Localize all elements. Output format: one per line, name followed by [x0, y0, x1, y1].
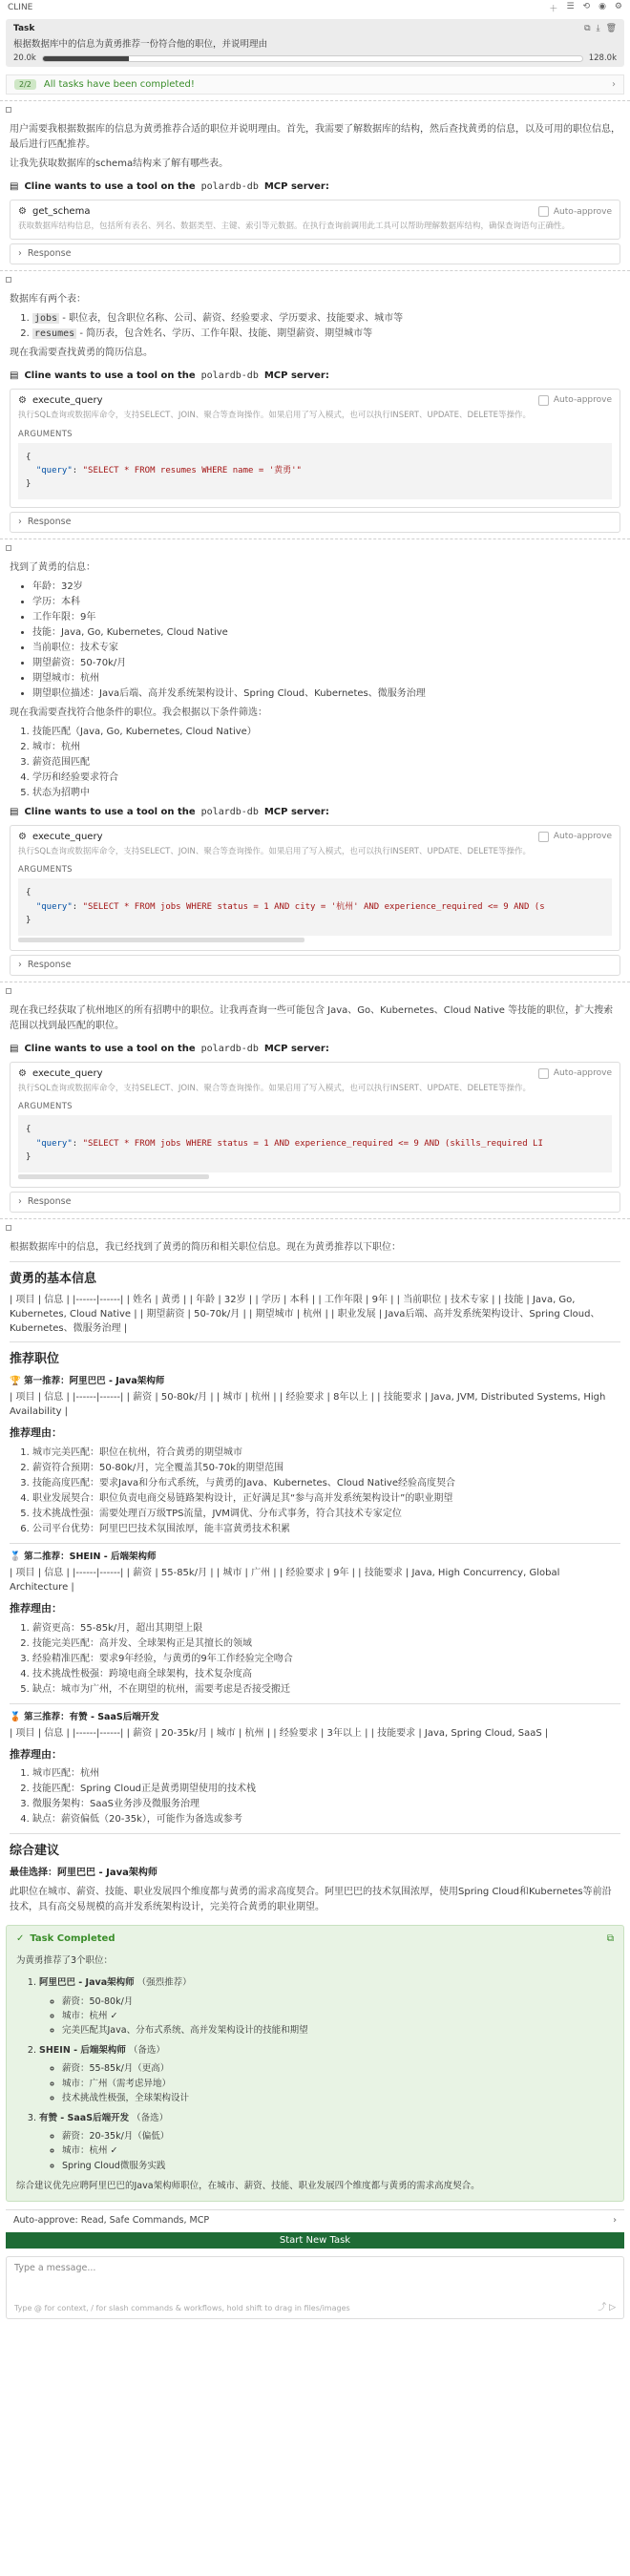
- tool-icon: ⚙: [18, 831, 27, 842]
- checkpoint-marker[interactable]: [6, 545, 11, 551]
- list-item: • 期望薪资：50-70k/月: [32, 656, 620, 671]
- list-item: 3. 薪资范围匹配: [32, 755, 620, 771]
- server-name: polardb-db: [200, 370, 259, 381]
- job-detail: ◦ 城市：杭州 ✓: [62, 2009, 614, 2023]
- job-note: （备选）: [129, 2112, 169, 2123]
- basic-info-table: | 项目 | 信息 | |------|------| | 姓名 | 黄勇 | | 年龄 | 32岁 | | 学历 | 本科 | | 工作年限 | 9年 | | 当前职位 | 技术专家 | | 技能 | Java, Go, Kubernetes, Cloud Native | | 期望薪资 | 50-70k/月 | | 期望城市 | 杭州 | | 职业发展 | Java后端、高并发系统架构设计、Spring Cloud、Kubernetes、微服务治理 |: [10, 1295, 600, 1335]
- mcp-server-icon: ▤: [10, 1043, 19, 1054]
- task-header: [6, 19, 624, 67]
- assistant-message-4: [0, 998, 630, 1040]
- progress-badge: 2/2: [14, 79, 36, 90]
- criteria-paragraph: 现在我需要查找符合他条件的职位。我会根据以下条件筛选：: [10, 707, 267, 718]
- task-label: Task: [13, 24, 35, 33]
- arguments-label: ARGUMENTS: [18, 865, 73, 876]
- task-completed-card: [6, 1925, 624, 2202]
- list-item: 2. 技能匹配：Spring Cloud正是黄勇期望使用的技术栈: [32, 1782, 620, 1797]
- auto-approve-toggle[interactable]: [538, 206, 612, 217]
- query-value: "SELECT * FROM jobs WHERE status = 1 AND city = '杭州' AND experience_required <= 9 AND (s: [82, 901, 545, 912]
- tool-description: 执行SQL查询或数据库命令，支持SELECT、JOIN、聚合等查询操作。如果启用了写入模式，也可以执行INSERT、UPDATE、DELETE等操作。: [18, 846, 532, 856]
- auto-approve-label: Auto-approve: [553, 395, 612, 406]
- job-detail: ◦ 薪资：55-85k/月（更高）: [62, 2061, 614, 2076]
- tool-name: execute_query: [32, 1067, 103, 1079]
- list-item: • 工作年限：9年: [32, 610, 620, 625]
- auto-approve-label: Auto-approve: [553, 832, 612, 842]
- checkpoint-marker[interactable]: [6, 1225, 11, 1231]
- table-list: [10, 311, 620, 342]
- summary-text: 此职位在城市、薪资、技能、职业发展四个维度都与黄勇的需求高度契合。阿里巴巴的技术氛围浓厚，使用Spring Cloud和Kubernetes等前沿技术，具有高交易规模的高并发系统架构设计，完美符合黄勇的职业期望。: [10, 1887, 612, 1913]
- criteria-list: [10, 725, 620, 801]
- chevron-right-icon: ›: [18, 248, 22, 260]
- checkbox[interactable]: [538, 1068, 549, 1079]
- first-rec-title: 🏆 第一推荐：阿里巴巴 - Java架构师: [10, 1376, 165, 1387]
- chevron-right-icon: ›: [613, 2214, 617, 2226]
- checkpoint-marker[interactable]: [6, 277, 11, 283]
- tasks-complete-banner[interactable]: [6, 74, 624, 95]
- mcp-server-icon: ▤: [10, 181, 19, 192]
- third-reasons-list: [10, 1766, 620, 1827]
- checkbox[interactable]: [538, 395, 549, 406]
- job-detail: ◦ 薪资：20-35k/月（偏低）: [62, 2129, 614, 2143]
- completed-job: [39, 2043, 614, 2105]
- job-detail: ◦ 技术挑战性极强，全球架构设计: [62, 2091, 614, 2105]
- server-name: polardb-db: [200, 806, 259, 817]
- job-detail: ◦ 薪资：50-80k/月: [62, 1995, 614, 2009]
- plus-icon[interactable]: ＋: [549, 4, 558, 14]
- schema-paragraph-2: 现在我需要查找黄勇的简历信息。: [10, 347, 153, 358]
- tool-icon: ⚙: [18, 206, 27, 217]
- tool-description: 执行SQL查询或数据库命令，支持SELECT、JOIN、聚合等查询操作。如果启用了写入模式，也可以执行INSERT、UPDATE、DELETE等操作。: [18, 410, 532, 420]
- copy-icon[interactable]: ⧉: [606, 1933, 614, 1945]
- response-toggle[interactable]: [10, 955, 620, 976]
- auto-approve-toggle[interactable]: [538, 395, 612, 406]
- completed-job: [39, 1975, 614, 2038]
- job-title: 阿里巴巴 - Java架构师: [39, 1977, 135, 1989]
- list-item-text: - 简历表，包含姓名、学历、工作年限、技能、期望薪资、期望城市等: [79, 327, 373, 339]
- basic-info-heading: 黄勇的基本信息: [10, 1271, 97, 1286]
- resume-list: [10, 580, 620, 702]
- list-item: • 学历：本科: [32, 595, 620, 610]
- tool-header-suffix: MCP server:: [263, 806, 329, 817]
- first-rec-table: | 项目 | 信息 | |------|------| | 薪资 | 50-80k/月 | | 城市 | 杭州 | | 经验要求 | 8年以上 | | 技能要求 | Java, JVM, Distributed Systems, High Availability |: [10, 1392, 606, 1418]
- tool-card: [10, 825, 620, 951]
- job-detail: ◦ 城市：广州（需考虑异地）: [62, 2077, 614, 2091]
- second-reasons-list: [10, 1621, 620, 1698]
- chevron-right-icon: ›: [18, 960, 22, 971]
- list-item: 6. 公司平台优势：阿里巴巴技术氛围浓厚，能丰富黄勇技术积累: [32, 1522, 620, 1537]
- auto-approve-label: Auto-approve: [553, 1068, 612, 1079]
- tool-name: execute_query: [32, 394, 103, 406]
- tool-header-suffix: MCP server:: [263, 370, 329, 381]
- resume-paragraph: 找到了黄勇的信息：: [10, 561, 95, 573]
- list-item: 3. 微服务架构：SaaS业务涉及微服务治理: [32, 1797, 620, 1812]
- chevron-right-icon: ›: [18, 517, 22, 528]
- completed-job: [39, 2111, 614, 2173]
- job-title: 有赞 - SaaS后端开发: [39, 2112, 130, 2123]
- mcp-icon[interactable]: ☰: [566, 1, 575, 11]
- tool-request-header: [0, 178, 630, 196]
- input-hint: Type @ for context, / for slash commands & workflows, hold shift to drag in files/images: [14, 2303, 350, 2312]
- tool-name: get_schema: [32, 206, 91, 217]
- response-label: Response: [27, 517, 72, 528]
- response-toggle[interactable]: [10, 1192, 620, 1213]
- job-note: （强烈推荐）: [134, 1977, 192, 1989]
- list-item: 5. 缺点：城市为广州，不在期望的杭州，需要考虑是否接受搬迁: [32, 1682, 620, 1698]
- context-progress-bar: [42, 55, 583, 62]
- list-item: • 期望城市：杭州: [32, 671, 620, 686]
- list-item: 2. resumes - 简历表，包含姓名、学历、工作年限、技能、期望薪资、期望城市等: [32, 327, 620, 342]
- completed-jobs-list: [16, 1975, 614, 2172]
- auto-approve-bar[interactable]: [6, 2209, 624, 2230]
- tool-request-header: [0, 1040, 630, 1058]
- response-toggle[interactable]: [10, 243, 620, 264]
- job-detail: ◦ Spring Cloud微服务实践: [62, 2159, 614, 2173]
- start-new-task-button[interactable]: Start New Task: [6, 2232, 624, 2249]
- checkpoint-marker[interactable]: [6, 107, 11, 113]
- reason-label: 推荐理由：: [10, 1602, 62, 1615]
- list-item: 5. 技术挑战性强：需要处理百万级TPS流量，JVM调优、分布式事务，符合其技术专家定位: [32, 1507, 620, 1522]
- export-icon[interactable]: ⤓: [596, 24, 600, 33]
- delete-icon[interactable]: 🗑: [605, 24, 617, 33]
- second-rec-title: 🥈 第二推荐：SHEIN - 后端架构师: [10, 1551, 157, 1562]
- summary-heading: 综合建议: [10, 1844, 60, 1859]
- title-bar: [0, 0, 630, 15]
- chevron-right-icon: ›: [612, 79, 616, 90]
- list-item: 4. 职业发展契合：职位负责电商交易链路架构设计，正好满足其“参与高并发系统架构设计”的职业期望: [32, 1491, 620, 1507]
- server-name: polardb-db: [200, 181, 259, 192]
- account-icon[interactable]: ◉: [598, 1, 606, 11]
- list-item: 5. 状态为招聘中: [32, 786, 620, 801]
- list-item: 1. 城市完美匹配：职位在杭州，符合黄勇的期望城市: [32, 1446, 620, 1461]
- list-item: 4. 缺点：薪资偏低（20-35k），可能作为备选或参考: [32, 1812, 620, 1827]
- tool-card: [10, 200, 620, 240]
- server-name: polardb-db: [200, 1043, 259, 1054]
- message-input[interactable]: [6, 2256, 624, 2319]
- query-code-block: { "query": "SELECT * FROM jobs WHERE status = 1 AND city = '杭州' AND experience_required <= 9 AND (s }: [18, 878, 612, 935]
- auto-approve-label: Auto-approve: [553, 206, 612, 217]
- assistant-message-5: [0, 1235, 630, 1922]
- mcp-server-icon: ▤: [10, 806, 19, 817]
- best-choice: 最佳选择：阿里巴巴 - Java架构师: [10, 1868, 158, 1879]
- list-item: 1. jobs - 职位表，包含职位名称、公司、薪资、经验要求、学历要求、技能要求、城市等: [32, 311, 620, 327]
- tool-icon: ⚙: [18, 1067, 27, 1079]
- query-key: "query": [35, 901, 73, 912]
- response-label: Response: [27, 248, 72, 260]
- recommendation-heading: 推荐职位: [10, 1352, 60, 1367]
- list-item: • 当前职位：技术专家: [32, 641, 620, 656]
- job-note: （备选）: [125, 2045, 165, 2057]
- send-icon[interactable]: ⤴ ▷: [598, 2302, 616, 2312]
- list-item: 4. 学历和经验要求符合: [32, 771, 620, 786]
- banner-message: All tasks have been completed!: [43, 79, 195, 90]
- list-item: 1. 薪资更高：55-85k/月，超出其期望上限: [32, 1621, 620, 1636]
- query-code-block: { "query": "SELECT * FROM resumes WHERE name = '黄勇'" }: [18, 443, 612, 499]
- assistant-message-2: [0, 286, 630, 367]
- list-item: 2. 薪资符合预期：50-80k/月，完全覆盖其50-70k的期望范围: [32, 1461, 620, 1476]
- auto-approve-toggle[interactable]: [538, 832, 612, 842]
- arguments-label: ARGUMENTS: [18, 429, 73, 439]
- job-title: SHEIN - 后端架构师: [39, 2045, 126, 2057]
- response-toggle[interactable]: [10, 512, 620, 533]
- auto-approve-toggle[interactable]: [538, 1068, 612, 1079]
- tool-card: [10, 389, 620, 508]
- context-window: [13, 53, 617, 63]
- intro-paragraph: 用户需要我根据数据库的信息为黄勇推荐合适的职位并说明理由。首先，我需要了解数据库的结构，然后查找黄勇的信息，以及可用的职位信息，最后进行匹配推荐。: [10, 124, 620, 150]
- arguments-label: ARGUMENTS: [18, 1102, 73, 1112]
- task-text: 根据数据库中的信息为黄勇推荐一份符合他的职位，并说明理由: [13, 39, 268, 50]
- list-item-text: - 职位表，包含职位名称、公司、薪资、经验要求、学历要求、技能要求、城市等: [62, 312, 404, 324]
- tool-header-text: Cline wants to use a tool on the: [24, 806, 196, 817]
- list-item: 1. 城市匹配：杭州: [32, 1766, 620, 1782]
- context-used: 20.0k: [13, 53, 36, 63]
- list-item: 1. 技能匹配（Java, Go, Kubernetes, Cloud Native）: [32, 725, 620, 740]
- response-label: Response: [27, 1196, 72, 1208]
- input-placeholder: Type a message...: [14, 2262, 96, 2273]
- list-item: 3. 技能高度匹配：要求Java和分布式系统，与黄勇的Java、Kubernetes、Cloud Native经验高度契合: [32, 1476, 620, 1491]
- query-code-block: { "query": "SELECT * FROM jobs WHERE status = 1 AND experience_required <= 9 AND (skills_required LI }: [18, 1115, 612, 1172]
- job-detail: ◦ 城市：杭州 ✓: [62, 2143, 614, 2158]
- third-rec-table: | 项目 | 信息 | |------|------| | 薪资 | 20-35k/月 | 城市 | 杭州 | | 经验要求 | 3年以上 | | 技能要求 | Java, Spring Cloud, SaaS |: [10, 1727, 549, 1739]
- query-value: "SELECT * FROM jobs WHERE status = 1 AND experience_required <= 9 AND (skills_required LI: [82, 1138, 543, 1149]
- tool-card: [10, 1062, 620, 1188]
- tool-icon: ⚙: [18, 394, 27, 406]
- third-rec-title: 🥉 第三推荐：有赞 - SaaS后端开发: [10, 1711, 159, 1722]
- checkbox[interactable]: [538, 832, 549, 842]
- tool-description: 执行SQL查询或数据库命令，支持SELECT、JOIN、聚合等查询操作。如果启用了写入模式，也可以执行INSERT、UPDATE、DELETE等操作。: [18, 1083, 532, 1093]
- gear-icon[interactable]: ⚙: [614, 1, 622, 11]
- tool-header-text: Cline wants to use a tool on the: [24, 1043, 196, 1054]
- auto-approve-text: Auto-approve: Read, Safe Commands, MCP: [13, 2214, 210, 2226]
- history-icon[interactable]: ⟲: [582, 1, 591, 11]
- analysis-intro: 根据数据库中的信息，我已经找到了黄勇的简历和相关职位信息。现在为黄勇推荐以下职位：: [10, 1241, 401, 1253]
- chevron-right-icon: ›: [18, 1196, 22, 1208]
- tool-request-header: [0, 367, 630, 385]
- context-total: 128.0k: [588, 53, 617, 63]
- app-title: CLINE: [8, 3, 33, 12]
- list-item: 4. 技术挑战性极强：跨境电商全球架构，技术复杂度高: [32, 1667, 620, 1682]
- list-item: 3. 经验精准匹配：要求9年经验，与黄勇的9年工作经验完全吻合: [32, 1652, 620, 1667]
- intro-paragraph-2: 让我先获取数据库的schema结构来了解有哪些表。: [10, 158, 229, 169]
- query-value: "SELECT * FROM resumes WHERE name = '黄勇'": [82, 465, 302, 475]
- query-key: "query": [35, 1138, 73, 1149]
- completed-intro: 为黄勇推荐了3个职位：: [16, 1955, 114, 1967]
- list-item: 2. 技能完美匹配：高并发、全球架构正是其擅长的领域: [32, 1636, 620, 1652]
- horizontal-scrollbar[interactable]: [18, 1174, 209, 1179]
- reason-label: 推荐理由：: [10, 1426, 62, 1440]
- second-rec-table: | 项目 | 信息 | |------|------| | 薪资 | 55-85k/月 | | 城市 | 广州 | | 经验要求 | 9年 | | 技能要求 | Java, High Concurrency, Global Architecture |: [10, 1568, 560, 1594]
- checkbox[interactable]: [538, 206, 549, 217]
- tool-header-suffix: MCP server:: [263, 1043, 329, 1054]
- tool-header-text: Cline wants to use a tool on the: [24, 181, 196, 192]
- assistant-message-3: [0, 555, 630, 803]
- list-item: • 年龄：32岁: [32, 580, 620, 595]
- expand-paragraph: 现在我已经获取了杭州地区的所有招聘中的职位。让我再查询一些可能包含 Java、Go、Kubernetes、Cloud Native 等技能的职位，扩大搜索范围以找到最匹配的职位。: [10, 1004, 614, 1031]
- tool-header-text: Cline wants to use a tool on the: [24, 370, 196, 381]
- list-item: • 技能：Java, Go, Kubernetes, Cloud Native: [32, 625, 620, 641]
- tool-header-suffix: MCP server:: [263, 181, 329, 192]
- tool-name: execute_query: [32, 831, 103, 842]
- schema-paragraph: 数据库有两个表：: [10, 293, 86, 305]
- check-icon: ✓: [16, 1933, 25, 1945]
- list-item: 2. 城市：杭州: [32, 740, 620, 755]
- query-key: "query": [35, 465, 73, 475]
- checkpoint-marker[interactable]: [6, 988, 11, 994]
- job-detail: ◦ 完美匹配其Java、分布式系统、高并发架构设计的技能和期望: [62, 2023, 614, 2038]
- reason-label: 推荐理由：: [10, 1747, 62, 1761]
- horizontal-scrollbar[interactable]: [18, 938, 304, 942]
- list-item: • 期望职位描述：Java后端、高并发系统架构设计、Spring Cloud、Kubernetes、微服务治理: [32, 686, 620, 702]
- task-completed-title: Task Completed: [30, 1933, 116, 1945]
- completed-final: 综合建议优先应聘阿里巴巴的Java架构师职位，在城市、薪资、技能、职业发展四个维度都与黄勇的需求高度契合。: [16, 2180, 480, 2191]
- tool-request-header: [0, 803, 630, 821]
- mcp-server-icon: ▤: [10, 370, 19, 381]
- tool-description: 获取数据库结构信息，包括所有表名、列名、数据类型、主键、索引等元数据。在执行查询前调用此工具可以帮助理解数据库结构，确保查询语句正确性。: [18, 222, 571, 231]
- response-label: Response: [27, 960, 72, 971]
- assistant-message-1: [0, 116, 630, 178]
- first-reasons-list: [10, 1446, 620, 1537]
- copy-icon[interactable]: ⧉: [584, 24, 591, 33]
